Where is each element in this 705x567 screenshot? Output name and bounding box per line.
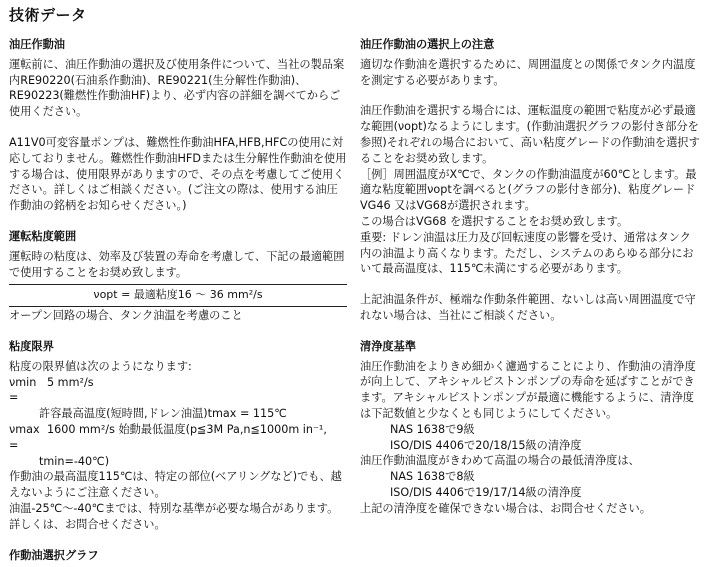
- section-heading-oil-graph: 作動油選択グラフ: [9, 548, 99, 562]
- paragraph-max-temp: 作動油の最高温度115℃は、特定の部位(ベアリングなど)でも、越えないようにご注意ください。: [9, 470, 342, 500]
- vmax-value: 1600 mm²/s 始動最低温度(p≦3M Pa,n≦1000m in⁻¹,: [47, 422, 327, 436]
- formula-optimal-viscosity: νopt = 最適粘度16 ～ 36 mm²/s: [9, 284, 347, 307]
- section-heading-oil-selection: 油圧作動油の選択上の注意: [360, 38, 495, 51]
- vmax-key: νmax =: [9, 422, 40, 452]
- section-heading-cleanliness: 清浄度基準: [360, 339, 416, 353]
- vmin-value: 5 mm²/s: [47, 375, 94, 389]
- left-column: [9, 37, 347, 567]
- page-title: 技術データ: [9, 6, 87, 24]
- nas-class-8: NAS 1638で8級: [390, 470, 475, 484]
- paragraph-cleanliness-2: 油圧作動油温度がきわめて高温の場合の最低清浄度は、: [360, 454, 640, 468]
- paragraph-selection-2: 油圧作動油を選択する場合には、運転温度の範囲で粘度が必ず最適な範囲(νopt)なるようにします。(作動油選択グラフの影付き部分を参照)それぞれの場合において、高い粘度グレードの作動油を選択することをお奨め致します。: [360, 104, 700, 165]
- paragraph-important: 重要: ドレン油温は圧力及び回転速度の影響を受け、通常はタンク内の油温より高くなります。ただし、システムのあらゆる部分において最高温度は、115℃未満にする必要があります。: [360, 230, 694, 276]
- limits-intro: 粘度の限界値は次のようになります:: [9, 359, 192, 373]
- vmin-note: 許容最高温度(短時間,ドレン油温)tmax = 115℃: [39, 407, 287, 421]
- formula-note: オープン回路の場合、タンク油温を考慮のこと: [9, 309, 243, 323]
- iso-class-20-18-15: ISO/DIS 4406で20/18/15級の清浄度: [390, 438, 582, 452]
- section-heading-viscosity-limits: 粘度限界: [9, 339, 54, 353]
- right-column: [360, 37, 700, 517]
- section-heading-viscosity-range: 運転粘度範囲: [9, 229, 77, 243]
- vmax-note: tmin=-40℃): [39, 454, 110, 468]
- paragraph-cleanliness-1: 油圧作動油をよりきめ細かく濾過することにより、作動油の清浄度が向上して、アキシャルピストンポンプの寿命を延ばすことができます。アキシャルピストンポンプが最適に機能するように、清浄度は下記数値と少なくとも同じようにしてください。: [360, 359, 696, 420]
- vmin-key: νmin =: [9, 375, 37, 405]
- paragraph-viscosity-range: 運転時の粘度は、効率及び装置の寿命を考慮して、下記の最適範囲で使用することをお奨め致します。: [9, 249, 345, 279]
- paragraph-oil-intro: 運転前に、油圧作動油の選択及び使用条件について、当社の製品案内RE90220(石油系作動油)、RE90221(生分解性作動油)、RE90223(難燃性作動油HF)より、必ず内容の詳細を調べてからご使用ください。: [9, 57, 345, 119]
- paragraph-example-2: この場合はVG68 を選択することをお奨め致します。: [360, 214, 629, 228]
- vmax-row: [9, 422, 347, 454]
- nas-class-9: NAS 1638で9級: [390, 422, 475, 436]
- section-heading-hydraulic-oil: 油圧作動油: [9, 38, 65, 51]
- paragraph-selection-3: 上記油温条件が、極端な作動条件範囲、ないしは高い周囲温度で守れない場合は、当社にご相談ください。: [360, 293, 696, 322]
- vmin-row: [9, 375, 347, 407]
- paragraph-low-temp: 油温-25℃～-40℃までは、特別な基準が必要な場合があります。詳しくは、お問合せください。: [9, 501, 339, 531]
- paragraph-selection-1: 適切な作動油を選択するために、周囲温度との関係でタンク内温度を測定する必要があります。: [360, 57, 696, 87]
- iso-class-19-17-14: ISO/DIS 4406で19/17/14級の清浄度: [390, 485, 582, 499]
- paragraph-cleanliness-3: 上記の清浄度を確保できない場合は、お問合せください。: [360, 501, 651, 515]
- paragraph-oil-restriction: A11V0可変容量ポンプは、難燃性作動油HFA,HFB,HFCの使用に対応しておりません。難燃性作動油HFDまたは生分解性作動油を使用する場合は、使用限界がありますので、その点を考慮してご使用ください。詳しくはご相談ください。(ご注文の際は、使用する油圧作動油の銘柄をお知らせください。): [9, 135, 347, 213]
- paragraph-example: ［例］周囲温度がX℃で、タンクの作動油温度が60℃とします。最適な粘度範囲νoptを調べると(グラフの影付き部分)、粘度グレードVG46 又はVG68が選択されます。: [360, 167, 697, 213]
